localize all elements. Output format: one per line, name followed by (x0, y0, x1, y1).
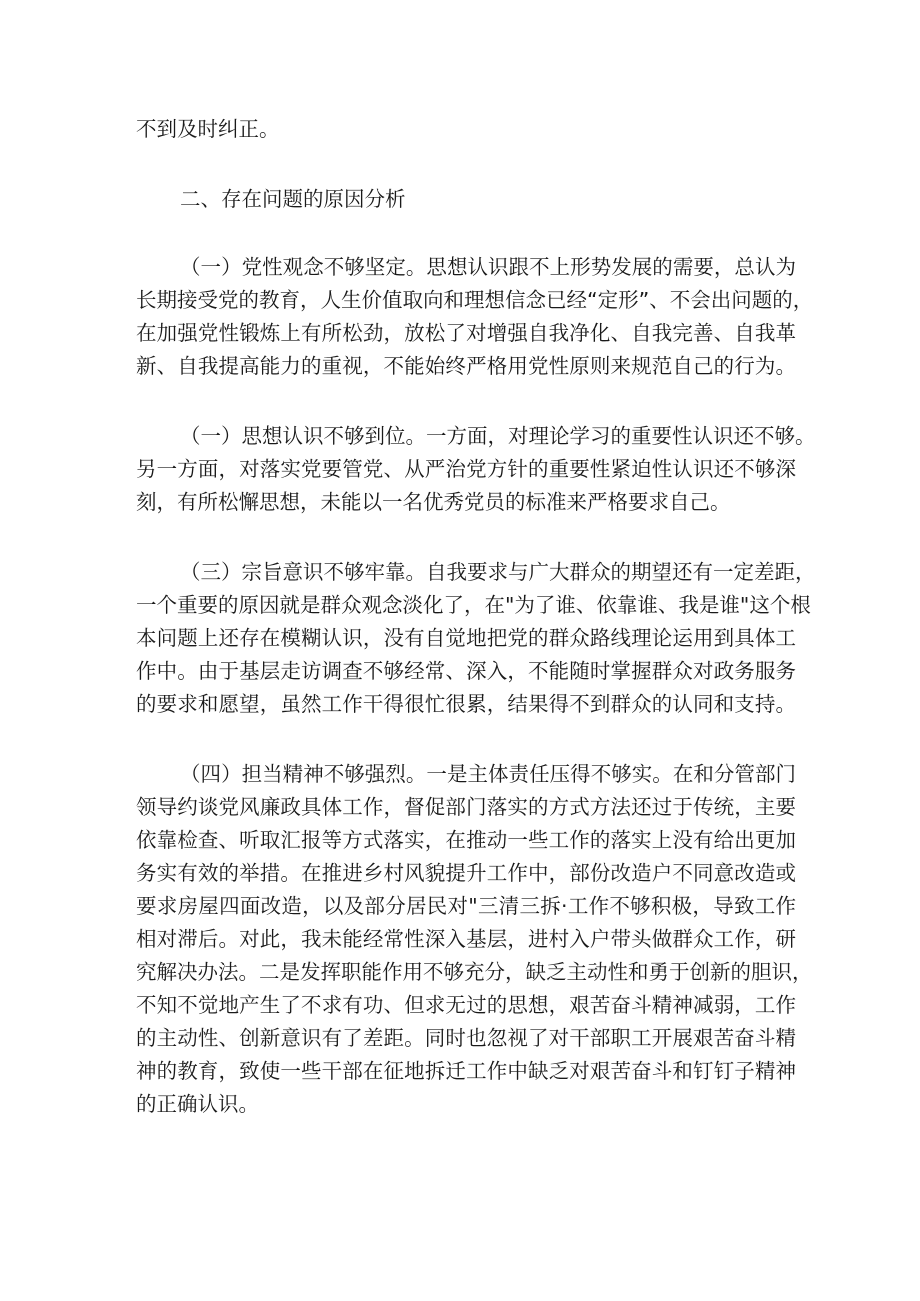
paragraph-line: 在加强党性锻炼上有所松劲，放松了对增强自我净化、自我完善、自我革 (136, 321, 796, 345)
paragraph-line: （一）思想认识不够到位。一方面，对理论学习的重要性认识还不够。 (180, 424, 816, 448)
paragraph-line: 长期接受党的教育，人生价值取向和理想信念已经“定形”、不会出问题的， (136, 288, 814, 312)
paragraph-line: （四）担当精神不够强烈。一是主体责任压得不够实。在和分管部门 (180, 762, 796, 786)
paragraph-line: （三）宗旨意识不够牢靠。自我要求与广大群众的期望还有一定差距， (180, 560, 816, 584)
paragraph-line: 一个重要的原因就是群众观念淡化了，在"为了谁、依靠谁、我是谁"这个根 (136, 593, 811, 617)
paragraph-continuation-line: 不到及时纠正。 (136, 117, 280, 141)
paragraph-line: 要求房屋四面改造，以及部分居民对"三清三拆·工作不够积极，导致工作 (136, 894, 796, 918)
paragraph-line: 究解决办法。二是发挥职能作用不够充分，缺乏主动性和勇于创新的胆识， (136, 960, 813, 984)
paragraph-line: 领导约谈党风廉政具体工作，督促部门落实的方式方法还过于传统，主要 (136, 795, 796, 819)
paragraph-line: 不知不觉地产生了不求有功、但求无过的思想，艰苦奋斗精神减弱，工作 (136, 993, 796, 1017)
paragraph-line: 另一方面，对落实党要管党、从严治党方针的重要性紧迫性认识还不够深 (136, 457, 796, 481)
paragraph-line: 相对滞后。对此，我未能经常性深入基层，进村入户带头做群众工作，研 (136, 927, 796, 951)
section-heading: 二、存在问题的原因分析 (180, 187, 406, 211)
paragraph-line: 的正确认识。 (136, 1092, 259, 1116)
paragraph-line: 刻，有所松懈思想，未能以一名优秀党员的标准来严格要求自己。 (136, 490, 731, 514)
paragraph-line: 神的教育，致使一些干部在征地拆迁工作中缺乏对艰苦奋斗和钉钉子精神 (136, 1059, 796, 1083)
paragraph-line: 作中。由于基层走访调查不够经常、深入，不能随时掌握群众对政务服务 (136, 659, 796, 683)
paragraph-line: （一）党性观念不够坚定。思想认识跟不上形势发展的需要，总认为 (180, 255, 796, 279)
paragraph-line: 本问题上还存在模糊认识，没有自觉地把党的群众路线理论运用到具体工 (136, 626, 796, 650)
paragraph-line: 务实有效的举措。在推进乡村风貌提升工作中，部份改造户不同意改造或 (136, 861, 796, 885)
paragraph-line: 的要求和愿望，虽然工作干得很忙很累，结果得不到群众的认同和支持。 (136, 692, 796, 716)
paragraph-line: 新、自我提高能力的重视，不能始终严格用党性原则来规范自己的行为。 (136, 354, 796, 378)
paragraph-line: 的主动性、创新意识有了差距。同时也忽视了对干部职工开展艰苦奋斗精 (136, 1026, 796, 1050)
paragraph-line: 依靠检查、听取汇报等方式落实，在推动一些工作的落实上没有给出更加 (136, 828, 796, 852)
